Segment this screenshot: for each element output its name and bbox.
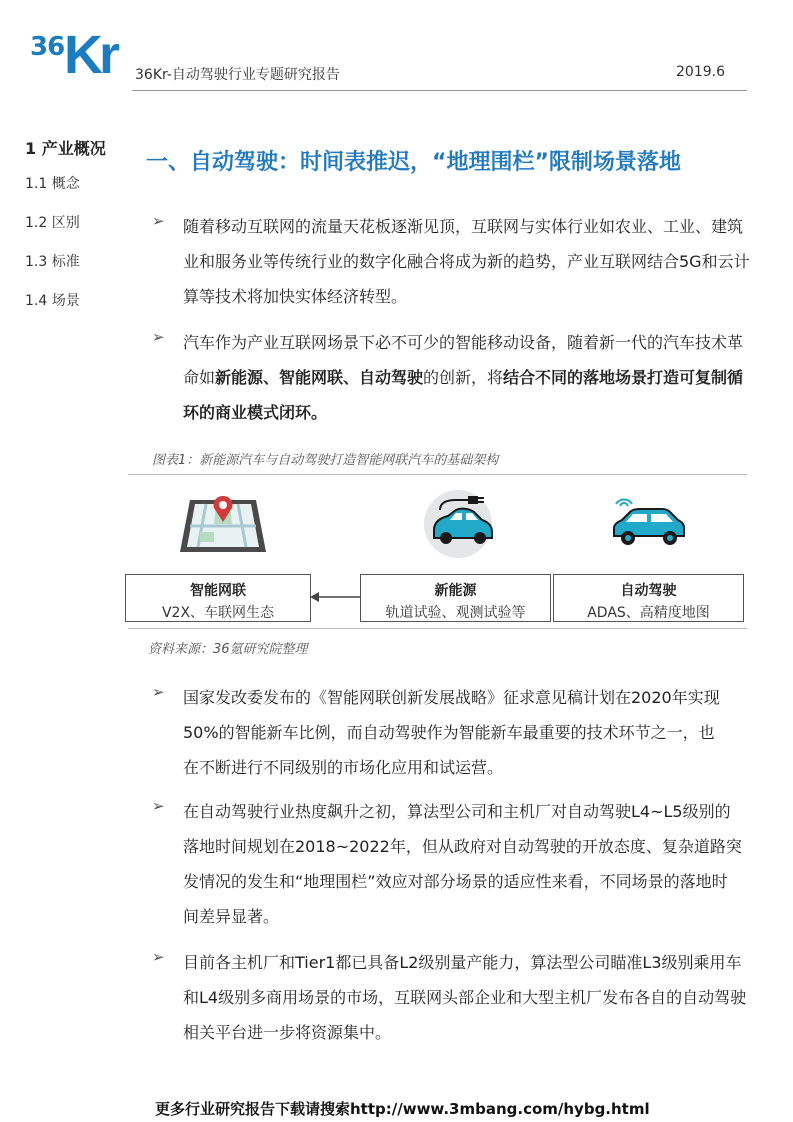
bullet-paragraph-5 [152,945,752,1050]
bullet-text-bold: 新能源、智能网联、自动驾驶 [215,368,424,387]
toc-item-concept[interactable]: 1.1 概念 [25,176,80,192]
figure-source: 资料来源：36氪研究院整理 [148,642,308,657]
toc-item-standard[interactable]: 1.3 标准 [25,254,80,270]
bullet-text [183,325,752,430]
bullet-arrow-icon: ➢ [152,328,165,346]
box-new-energy [360,574,551,622]
bullet-text-part: 汽车作为产业互联网场景下必不可少的智能移动设备，随着新一代的汽车技术革命如 [183,333,744,387]
bullet-text-part: 的创新，将 [423,368,504,387]
bullet-paragraph-1 [152,209,752,314]
autonomous-car-icon [606,498,690,554]
bullet-text: 国家发改委发布的《智能网联创新发展战略》征求意见稿计划在2020年实现50%的智能新车比例，而自动驾驶作为智能新车最重要的技术环节之一，也在不断进行不同级别的市场化应用和试运营。 [183,688,720,777]
toc-section-title[interactable]: 1 产业概况 [25,139,106,158]
flow-arrow-icon [309,590,361,604]
box-connected-vehicle [125,574,311,622]
bullet-paragraph-2 [152,325,752,430]
box-title: 自动驾驶 [620,583,677,599]
section-heading: 一、自动驾驶：时间表推迟，“地理围栏”限制场景落地 [146,150,681,175]
header-divider [132,90,747,91]
bullet-arrow-icon: ➢ [152,212,165,230]
bullet-paragraph-4 [152,794,752,934]
bullet-text: 目前各主机厂和Tier1都已具备L2级别量产能力，算法型公司瞄准L3级别乘用车和L4级别多商用场景的市场，互联网头部企业和大型主机厂发布各自的自动驾驶相关平台进一步将资源集中。 [183,953,747,1042]
report-title: 36Kr-自动驾驶行业专题研究报告 [135,67,340,83]
bullet-arrow-icon: ➢ [152,948,165,966]
bullet-text: 在自动驾驶行业热度飙升之初，算法型公司和主机厂对自动驾驶L4~L5级别的落地时间规划在2018~2022年，但从政府对自动驾驶的开放态度、复杂道路突发情况的发生和“地理围栏”效应对部分场景的适应性来看，不同场景的落地时间差异显著。 [183,802,742,926]
report-date: 2019.6 [676,64,725,80]
bullet-text: 随着移动互联网的流量天花板逐渐见顶，互联网与实体行业如农业、工业、建筑业和服务业等传统行业的数字化融合将成为新的趋势，产业互联网结合5G和云计算等技术将加快实体经济转型。 [183,217,750,306]
bullet-arrow-icon: ➢ [152,797,165,815]
box-autonomous-driving [553,574,744,622]
box-title: 新能源 [434,583,477,599]
toc-item-scenario[interactable]: 1.4 场景 [25,293,80,309]
logo-36: 36 [30,32,65,62]
bullet-paragraph-3 [152,680,752,785]
sidebar-toc [25,136,106,329]
logo [30,25,140,90]
figure-top-rule [128,474,747,475]
figure-bottom-rule [128,628,747,629]
box-title: 智能网联 [190,583,246,599]
figure-caption: 图表1：新能源汽车与自动驾驶打造智能网联汽车的基础架构 [152,453,499,468]
box-subtitle: ADAS、高精度地图 [587,605,710,621]
box-subtitle: 轨道试验、观测试验等 [385,605,526,621]
electric-car-icon [416,488,500,560]
bullet-arrow-icon: ➢ [152,683,165,701]
bullet-text-bold: 结合不同的落地场景打造可复制循环的商业模式闭环。 [183,368,744,422]
box-subtitle: V2X、车联网生态 [161,605,275,621]
logo-kr: Kr [64,25,117,85]
tablet-map-icon [176,494,270,558]
toc-item-difference[interactable]: 1.2 区别 [25,215,80,231]
footer-download-link[interactable]: 更多行业研究报告下载请搜索http://www.3mbang.com/hybg.html [155,1100,650,1118]
